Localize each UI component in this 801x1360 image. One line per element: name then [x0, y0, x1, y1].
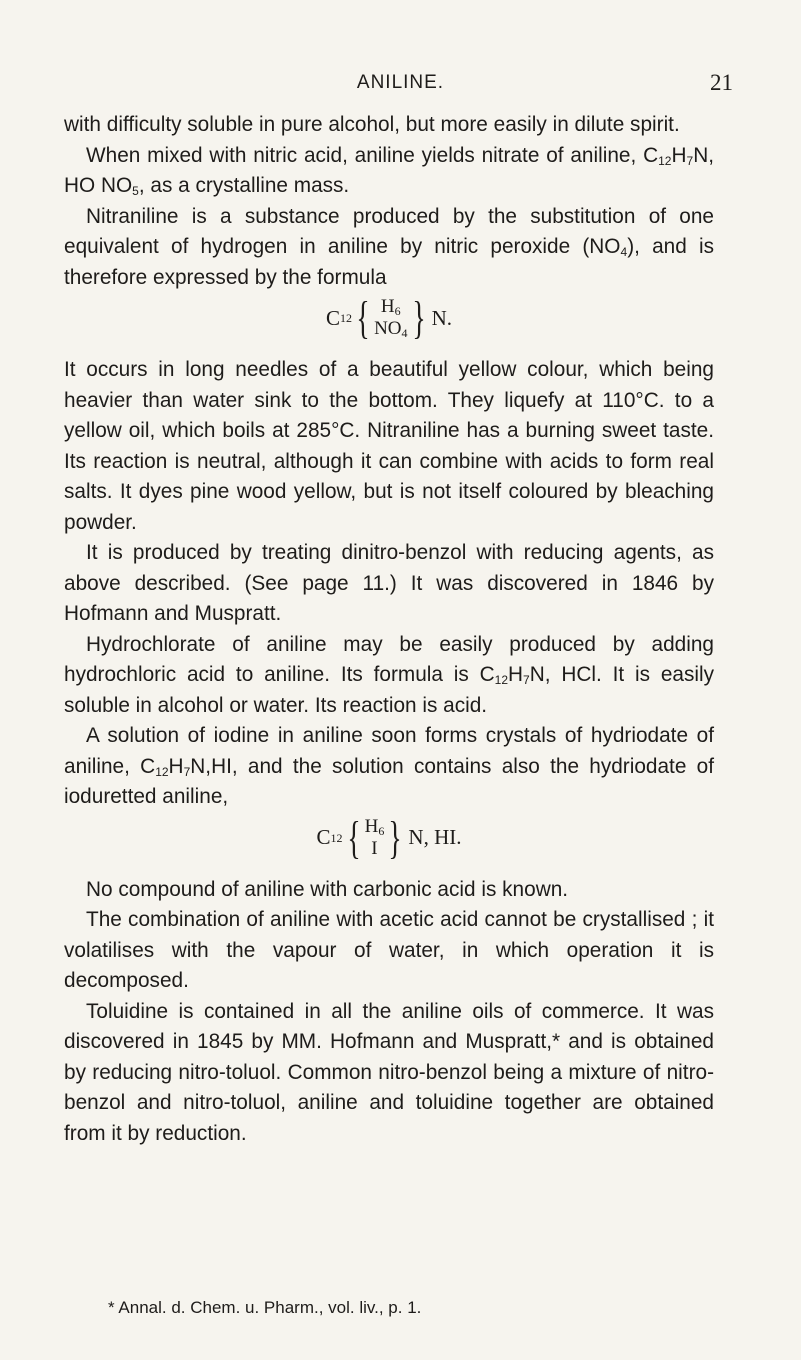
body-text [64, 110, 714, 1149]
right-brace: } [388, 811, 403, 863]
paragraph-hydrochlorate: Hydrochlorate of aniline may be easily produced by adding hydrochloric acid to aniline. Its formula is $C_{12}H_7N$, HCl. It is easily soluble in alcohol or water. Its reaction is acid. [64, 632, 714, 717]
paragraph-acetic: The combination of aniline with acetic acid cannot be crystallised ; it volatilises with the vapour of water, in which operation it is decomposed. [64, 908, 714, 992]
footnote: * Annal. d. Chem. u. Pharm., vol. liv., p. 1. [108, 1298, 422, 1317]
ioduretted-aniline-formula: C 12 { $H_6$ I } N, HI. [316, 811, 462, 863]
left-brace: { [346, 811, 361, 863]
running-title: ANILINE. [356, 72, 445, 93]
paragraph-carbonic: No compound of aniline with carbonic acid is known. [86, 877, 569, 901]
paragraph-continuation: with difficulty soluble in pure alcohol, but more easily in dilute spirit. [64, 113, 680, 136]
page-number: 21 [710, 70, 733, 95]
left-brace: { [356, 292, 370, 343]
paragraph-nitrate: When mixed with nitric acid, aniline yields nitrate of aniline, $C_{12}H_7N$, HO $NO_5$, as a crystalline mass. [64, 143, 714, 198]
paragraph-hydriodate: A solution of iodine in aniline soon forms crystals of hydriodate of aniline, $C_{12}H_7N,HI$, and the solution contains also the hydriodate of ioduretted aniline, [64, 724, 715, 808]
paragraph-properties: It occurs in long needles of a beautiful yellow colour, which being heavier than water sink to the bottom. They liquefy at 110°C. to a yellow oil, which boils at 285°C. Nitraniline has a burning sweet taste. Its reaction is neutral, although it can combine with acids to form real salts. It dyes pine wood yellow, but is not itself coloured by bleaching powder. [64, 358, 714, 534]
right-brace: } [411, 292, 426, 343]
paragraph-toluidine: Toluidine is contained in all the aniline oils of commerce. It was discovered in 1845 by MM. Hofmann and Muspratt,* and is obtained by reducing nitro-toluol. Common nitro-benzol being a mixture of nitro-benzol and nitro-toluol, aniline and toluidine together are obtained from it by reduction. [64, 999, 714, 1145]
nitraniline-formula: C 12 { $H_6$ $NO_4$ } N. [325, 292, 453, 343]
paragraph-production: It is produced by treating dinitro-benzol with reducing agents, as above described. (See page 11.) It was discovered in 1846 by Hofmann and Muspratt. [64, 541, 714, 625]
paragraph-nitraniline: Nitraniline is a substance produced by the substitution of one equivalent of hydrogen in aniline by nitric peroxide $(NO_4)$, and is therefore expressed by the formula [64, 204, 714, 289]
